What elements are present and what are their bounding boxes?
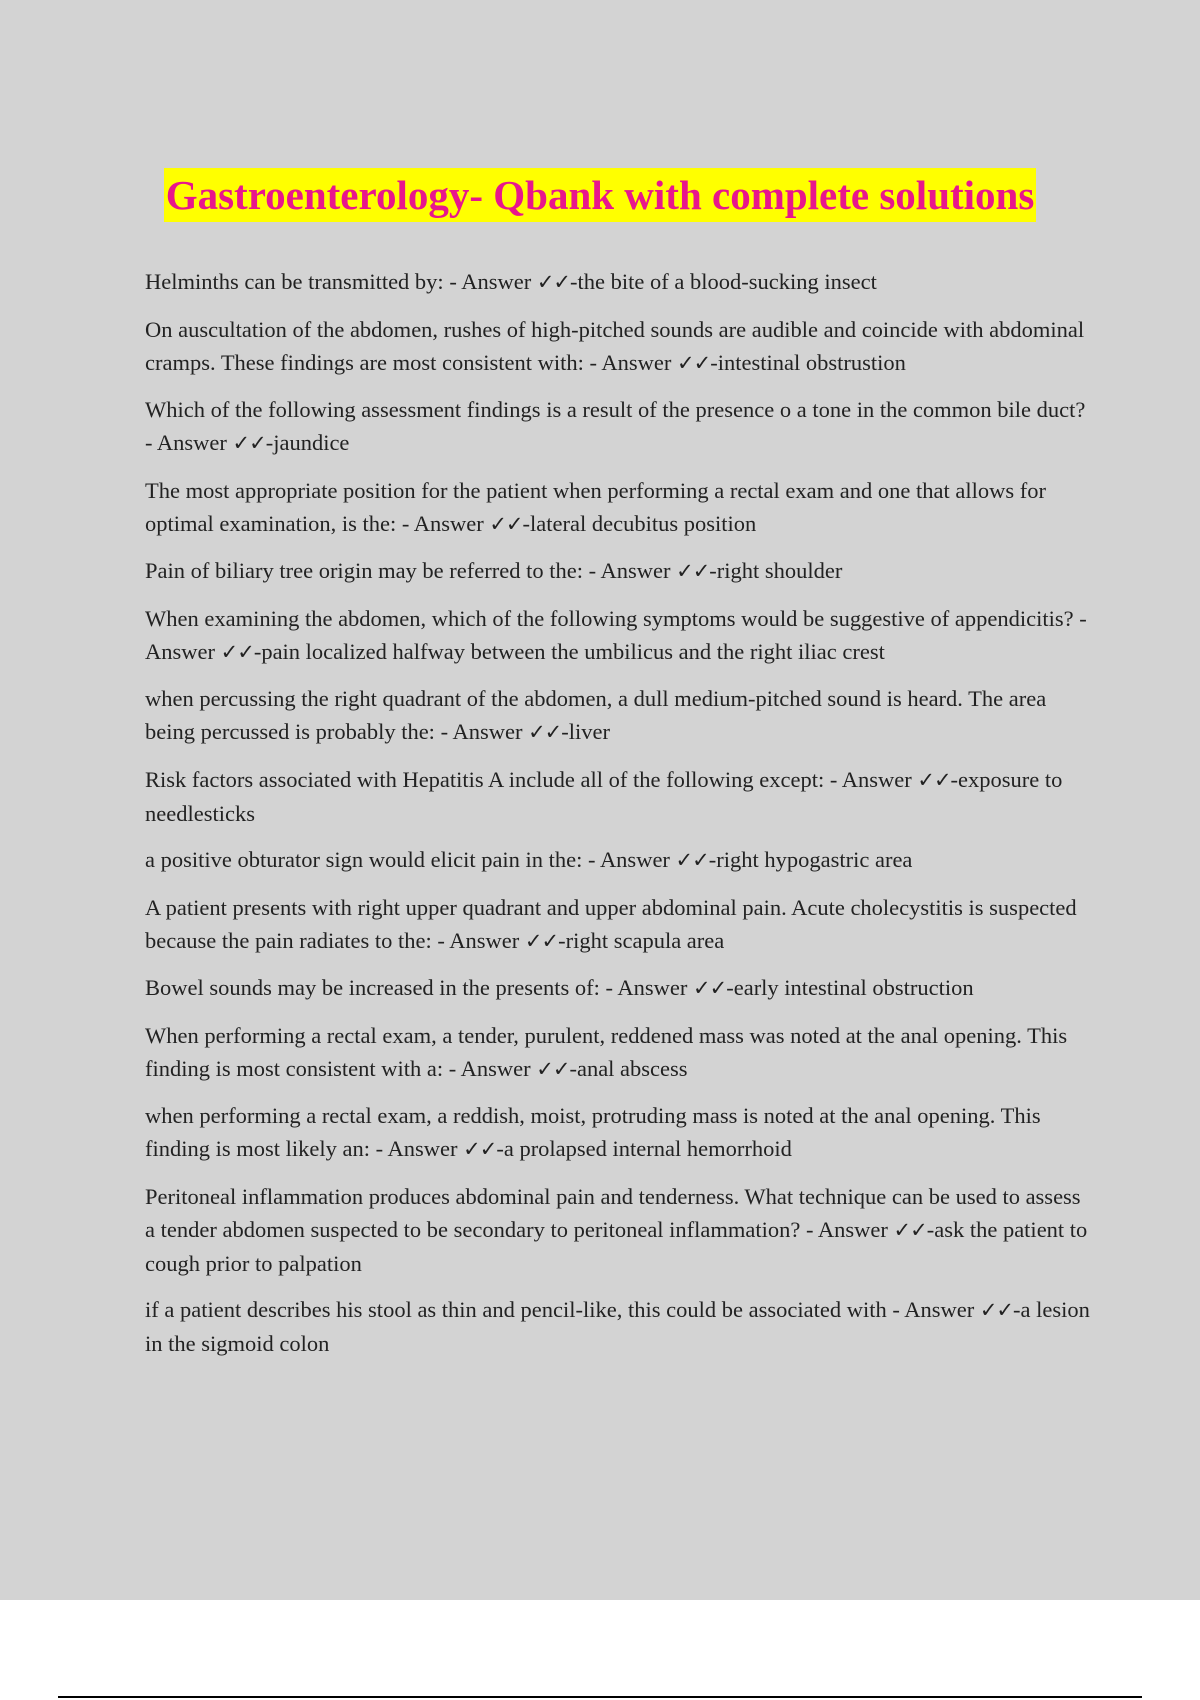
answer-label: Answer (600, 558, 671, 583)
answer-label: Answer (387, 1136, 458, 1161)
answer-label: Answer (460, 1055, 531, 1081)
answer-text: jaundice (273, 430, 350, 455)
double-check-icon: ✓✓ (677, 350, 711, 375)
double-check-icon: ✓✓ (536, 270, 571, 294)
answer-text: liver (568, 719, 610, 744)
qa-item: Bowel sounds may be increased in the presents of: - Answer ✓✓-early intestinal obstruction (145, 975, 974, 1000)
question-text: When examining the abdomen, which of the following symptoms would be suggestive of appendicitis? (145, 605, 1074, 631)
question-text: A patient presents with right upper quadrant and upper abdominal pain. Acute cholecystitis is suspected because the pain radiates to the: (145, 894, 1077, 953)
answer-text: pain localized halfway between the umbilicus and the right iliac crest (261, 638, 885, 664)
answer-label: Answer (617, 975, 688, 1000)
question-text: The most appropriate position for the patient when performing a rectal exam and one that allows for optimal examination, is the: (145, 477, 1046, 536)
answer-label: Answer (145, 638, 215, 664)
answer-label: Answer (841, 766, 912, 792)
qa-item: Peritoneal inflammation produces abdominal pain and tenderness. What technique can be used to assess a tender abdomen suspected to be secondary to peritoneal inflammation? - Answer ✓✓-ask the patient to cough prior to palpation (145, 1183, 1088, 1276)
question-text: On auscultation of the abdomen, rushes of high-pitched sounds are audible and coincide with abdominal cramps. These findings are most consistent with: (145, 316, 1085, 375)
question-text: Pain of biliary tree origin may be referred to the: (145, 558, 583, 583)
question-text: a positive obturator sign would elicit pain in the: (145, 847, 583, 872)
question-text: Risk factors associated with Hepatitis A include all of the following except: (145, 766, 825, 792)
double-check-icon: ✓✓ (524, 928, 559, 953)
answer-text: right hypogastric area (716, 847, 913, 872)
answer-text: early intestinal obstruction (733, 975, 974, 1000)
qa-item: when performing a rectal exam, a reddish, moist, protruding mass is noted at the anal opening. This finding is most likely an: - Answer ✓✓-a prolapsed internal hemorrhoid (145, 1103, 1041, 1161)
question-text: when percussing the right quadrant of the abdomen, a dull medium-pitched sound is heard. The area being percussed is probably the: (145, 686, 1047, 744)
answer-text: intestinal obstrustion (717, 349, 906, 375)
double-check-icon: ✓✓ (693, 976, 727, 1000)
answer-text: the bite of a blood-sucking insect (577, 269, 877, 294)
qa-item: a positive obturator sign would elicit pain in the: - Answer ✓✓-right hypogastric area (145, 847, 913, 872)
qa-item: Which of the following assessment findings is a result of the presence o a tone in the common bile duct? - Answer ✓✓-jaundice (145, 397, 1086, 455)
answer-text: a prolapsed internal hemorrhoid (503, 1136, 792, 1161)
qa-item: On auscultation of the abdomen, rushes of high-pitched sounds are audible and coincide with abdominal cramps. These findings are most consistent with: - Answer ✓✓-intestinal obstrustion (145, 316, 1085, 375)
answer-text: a lesion in the sigmoid colon (145, 1297, 1090, 1356)
answer-label: Answer (156, 430, 227, 455)
answer-text: lateral decubitus position (530, 510, 757, 536)
question-text: Which of the following assessment findings is a result of the presence o a tone in the common bile duct? (145, 397, 1086, 422)
double-check-icon: ✓✓ (979, 1298, 1014, 1322)
answer-label: Answer (461, 269, 532, 294)
qa-item: When examining the abdomen, which of the following symptoms would be suggestive of appendicitis? - Answer ✓✓-pain localized halfway between the umbilicus and the right iliac crest (145, 605, 1087, 664)
answer-label: Answer (449, 927, 520, 953)
question-text: Bowel sounds may be increased in the presents of: (145, 975, 600, 1000)
qa-item: The most appropriate position for the patient when performing a rectal exam and one that allows for optimal examination, is the: - Answer ✓✓-lateral decubitus position (145, 477, 1046, 536)
qa-item: when percussing the right quadrant of the abdomen, a dull medium-pitched sound is heard. The area being percussed is probably the: - Answer ✓✓-liver (145, 686, 1047, 744)
double-check-icon: ✓✓ (675, 848, 709, 872)
qa-list (145, 265, 1090, 1374)
answer-label: Answer (413, 510, 484, 536)
double-check-icon: ✓✓ (232, 431, 266, 455)
answer-label: Answer (904, 1297, 975, 1322)
answer-text: ask the patient to cough prior to palpation (145, 1216, 1088, 1276)
qa-item: if a patient describes his stool as thin and pencil-like, this could be associated with - Answer ✓✓-a lesion in the sigmoid colon (145, 1297, 1090, 1356)
double-check-icon: ✓✓ (463, 1137, 497, 1161)
qa-item: When performing a rectal exam, a tender, purulent, reddened mass was noted at the anal opening. This finding is most consistent with a: - Answer ✓✓-anal abscess (145, 1022, 1068, 1081)
answer-text: exposure to needlesticks (145, 766, 1063, 826)
answer-label: Answer (601, 349, 672, 375)
answer-label: Answer (817, 1216, 888, 1242)
double-check-icon: ✓✓ (893, 1217, 927, 1242)
question-text: if a patient describes his stool as thin and pencil-like, this could be associated with (145, 1297, 887, 1322)
answer-text: right scapula area (565, 927, 725, 953)
title-container (0, 168, 1200, 222)
answer-label: Answer (452, 719, 523, 744)
question-text: Peritoneal inflammation produces abdominal pain and tenderness. What technique can be used to assess a tender abdomen suspected to be secondary to peritoneal inflammation? (145, 1183, 1081, 1242)
answer-label: Answer (599, 847, 670, 872)
qa-item: Risk factors associated with Hepatitis A include all of the following except: - Answer ✓✓-exposure to needlesticks (145, 766, 1063, 826)
double-check-icon: ✓✓ (536, 1056, 570, 1081)
footer-divider (58, 1696, 1142, 1698)
answer-text: right shoulder (716, 558, 843, 583)
qa-item: Helminths can be transmitted by: - Answer ✓✓-the bite of a blood-sucking insect (145, 269, 877, 294)
document-title: Gastroenterology- Qbank with complete solutions (164, 168, 1037, 222)
question-text: Helminths can be transmitted by: (145, 269, 444, 294)
double-check-icon: ✓✓ (528, 720, 562, 744)
double-check-icon: ✓✓ (917, 767, 951, 792)
double-check-icon: ✓✓ (489, 511, 523, 536)
question-text: When performing a rectal exam, a tender, purulent, reddened mass was noted at the anal opening. This finding is most consistent with a: (145, 1022, 1068, 1081)
qa-item: Pain of biliary tree origin may be referred to the: - Answer ✓✓-right shoulder (145, 558, 843, 583)
double-check-icon: ✓✓ (220, 639, 254, 664)
question-text: when performing a rectal exam, a reddish, moist, protruding mass is noted at the anal opening. This finding is most likely an: (145, 1103, 1041, 1161)
double-check-icon: ✓✓ (676, 559, 710, 583)
qa-item: A patient presents with right upper quadrant and upper abdominal pain. Acute cholecystitis is suspected because the pain radiates to the: - Answer ✓✓-right scapula area (145, 894, 1077, 953)
answer-text: anal abscess (576, 1055, 688, 1081)
